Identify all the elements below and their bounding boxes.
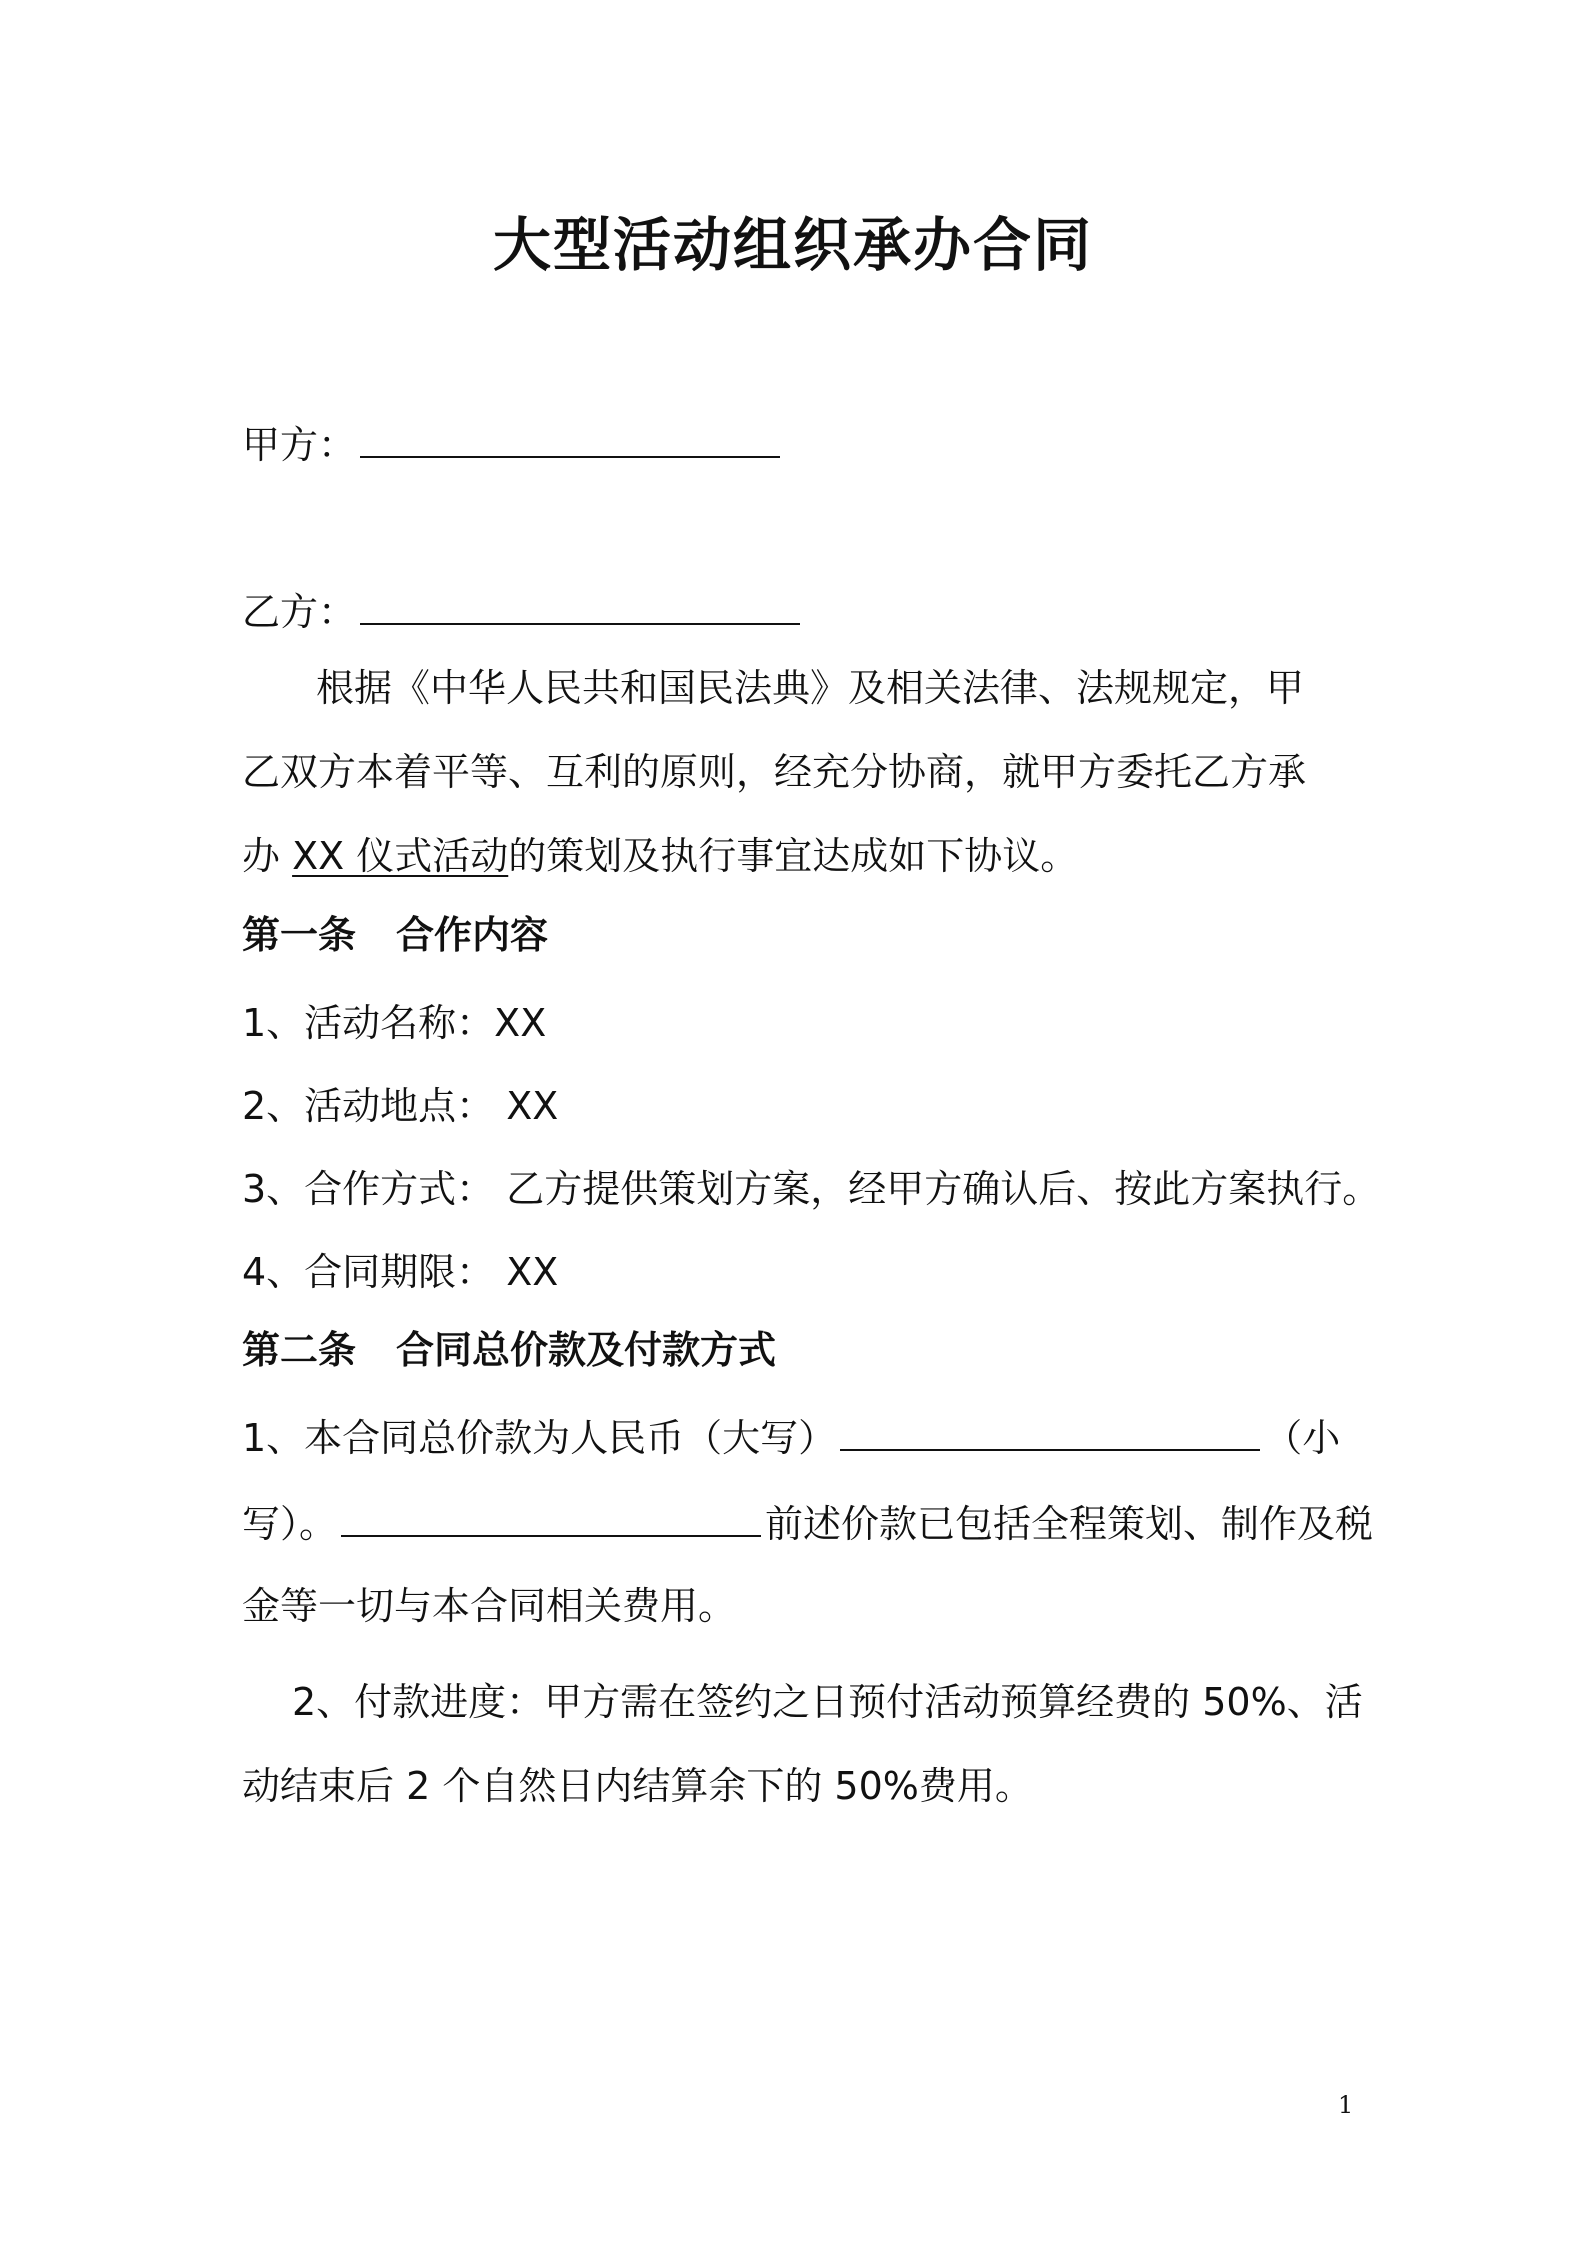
price-lower-blank[interactable] (341, 1497, 761, 1537)
article-2-item-1-line-2 (242, 1494, 1373, 1554)
article-2-item-2-line-2: 动结束后 2 个自然日内结算余下的 50%费用。 (242, 1764, 1033, 1808)
party-b-label: 乙方： (242, 590, 357, 634)
preamble-line-2: 乙双方本着平等、互利的原则，经充分协商，就甲方委托乙方承 (242, 750, 1307, 794)
contract-title: 大型活动组织承办合同 (492, 211, 1093, 279)
party-a-label: 甲方： (242, 423, 357, 467)
party-a-line (242, 415, 784, 475)
party-b-line (242, 582, 804, 642)
article-1-item: 4、合同期限： XX (242, 1250, 559, 1294)
article-1-heading (242, 905, 548, 965)
preamble-line-1: 根据《中华人民共和国民法典》及相关法律、法规规定，甲 (316, 666, 1305, 710)
article-2-item-1-line-1 (242, 1408, 1340, 1468)
price-small-open: （小 (1264, 1416, 1341, 1460)
price-text: 1、本合同总价款为人民币（大写） (242, 1416, 837, 1460)
article-1-item: 2、活动地点： XX (242, 1084, 559, 1128)
article-1-number: 第一条 (242, 913, 357, 957)
page-number: 1 (1338, 2091, 1354, 2119)
article-1-item: 1、活动名称：XX (242, 1001, 547, 1045)
article-2-heading (242, 1320, 776, 1380)
party-a-blank[interactable] (360, 418, 780, 458)
article-2-item-1-line-3: 金等一切与本合同相关费用。 (242, 1584, 737, 1628)
preamble-suffix: 的策划及执行事宜达成如下协议。 (508, 834, 1079, 878)
price-includes: 前述价款已包括全程策划、制作及税 (765, 1502, 1374, 1546)
preamble-prefix: 办 (242, 834, 293, 878)
article-1-title: 合作内容 (396, 913, 549, 957)
price-small-close: 写）。 (242, 1502, 338, 1546)
article-1-item: 3、合作方式： 乙方提供策划方案，经甲方确认后、按此方案执行。 (242, 1167, 1381, 1211)
article-2-title: 合同总价款及付款方式 (396, 1328, 777, 1372)
event-name-underlined: XX 仪式活动 (292, 834, 509, 878)
article-2-item-2-line-1: 2、付款进度：甲方需在签约之日预付活动预算经费的 50%、活 (292, 1680, 1363, 1724)
party-b-blank[interactable] (360, 585, 800, 625)
preamble-line-3 (242, 826, 1078, 886)
article-2-number: 第二条 (242, 1328, 357, 1372)
price-upper-blank[interactable] (840, 1411, 1260, 1451)
